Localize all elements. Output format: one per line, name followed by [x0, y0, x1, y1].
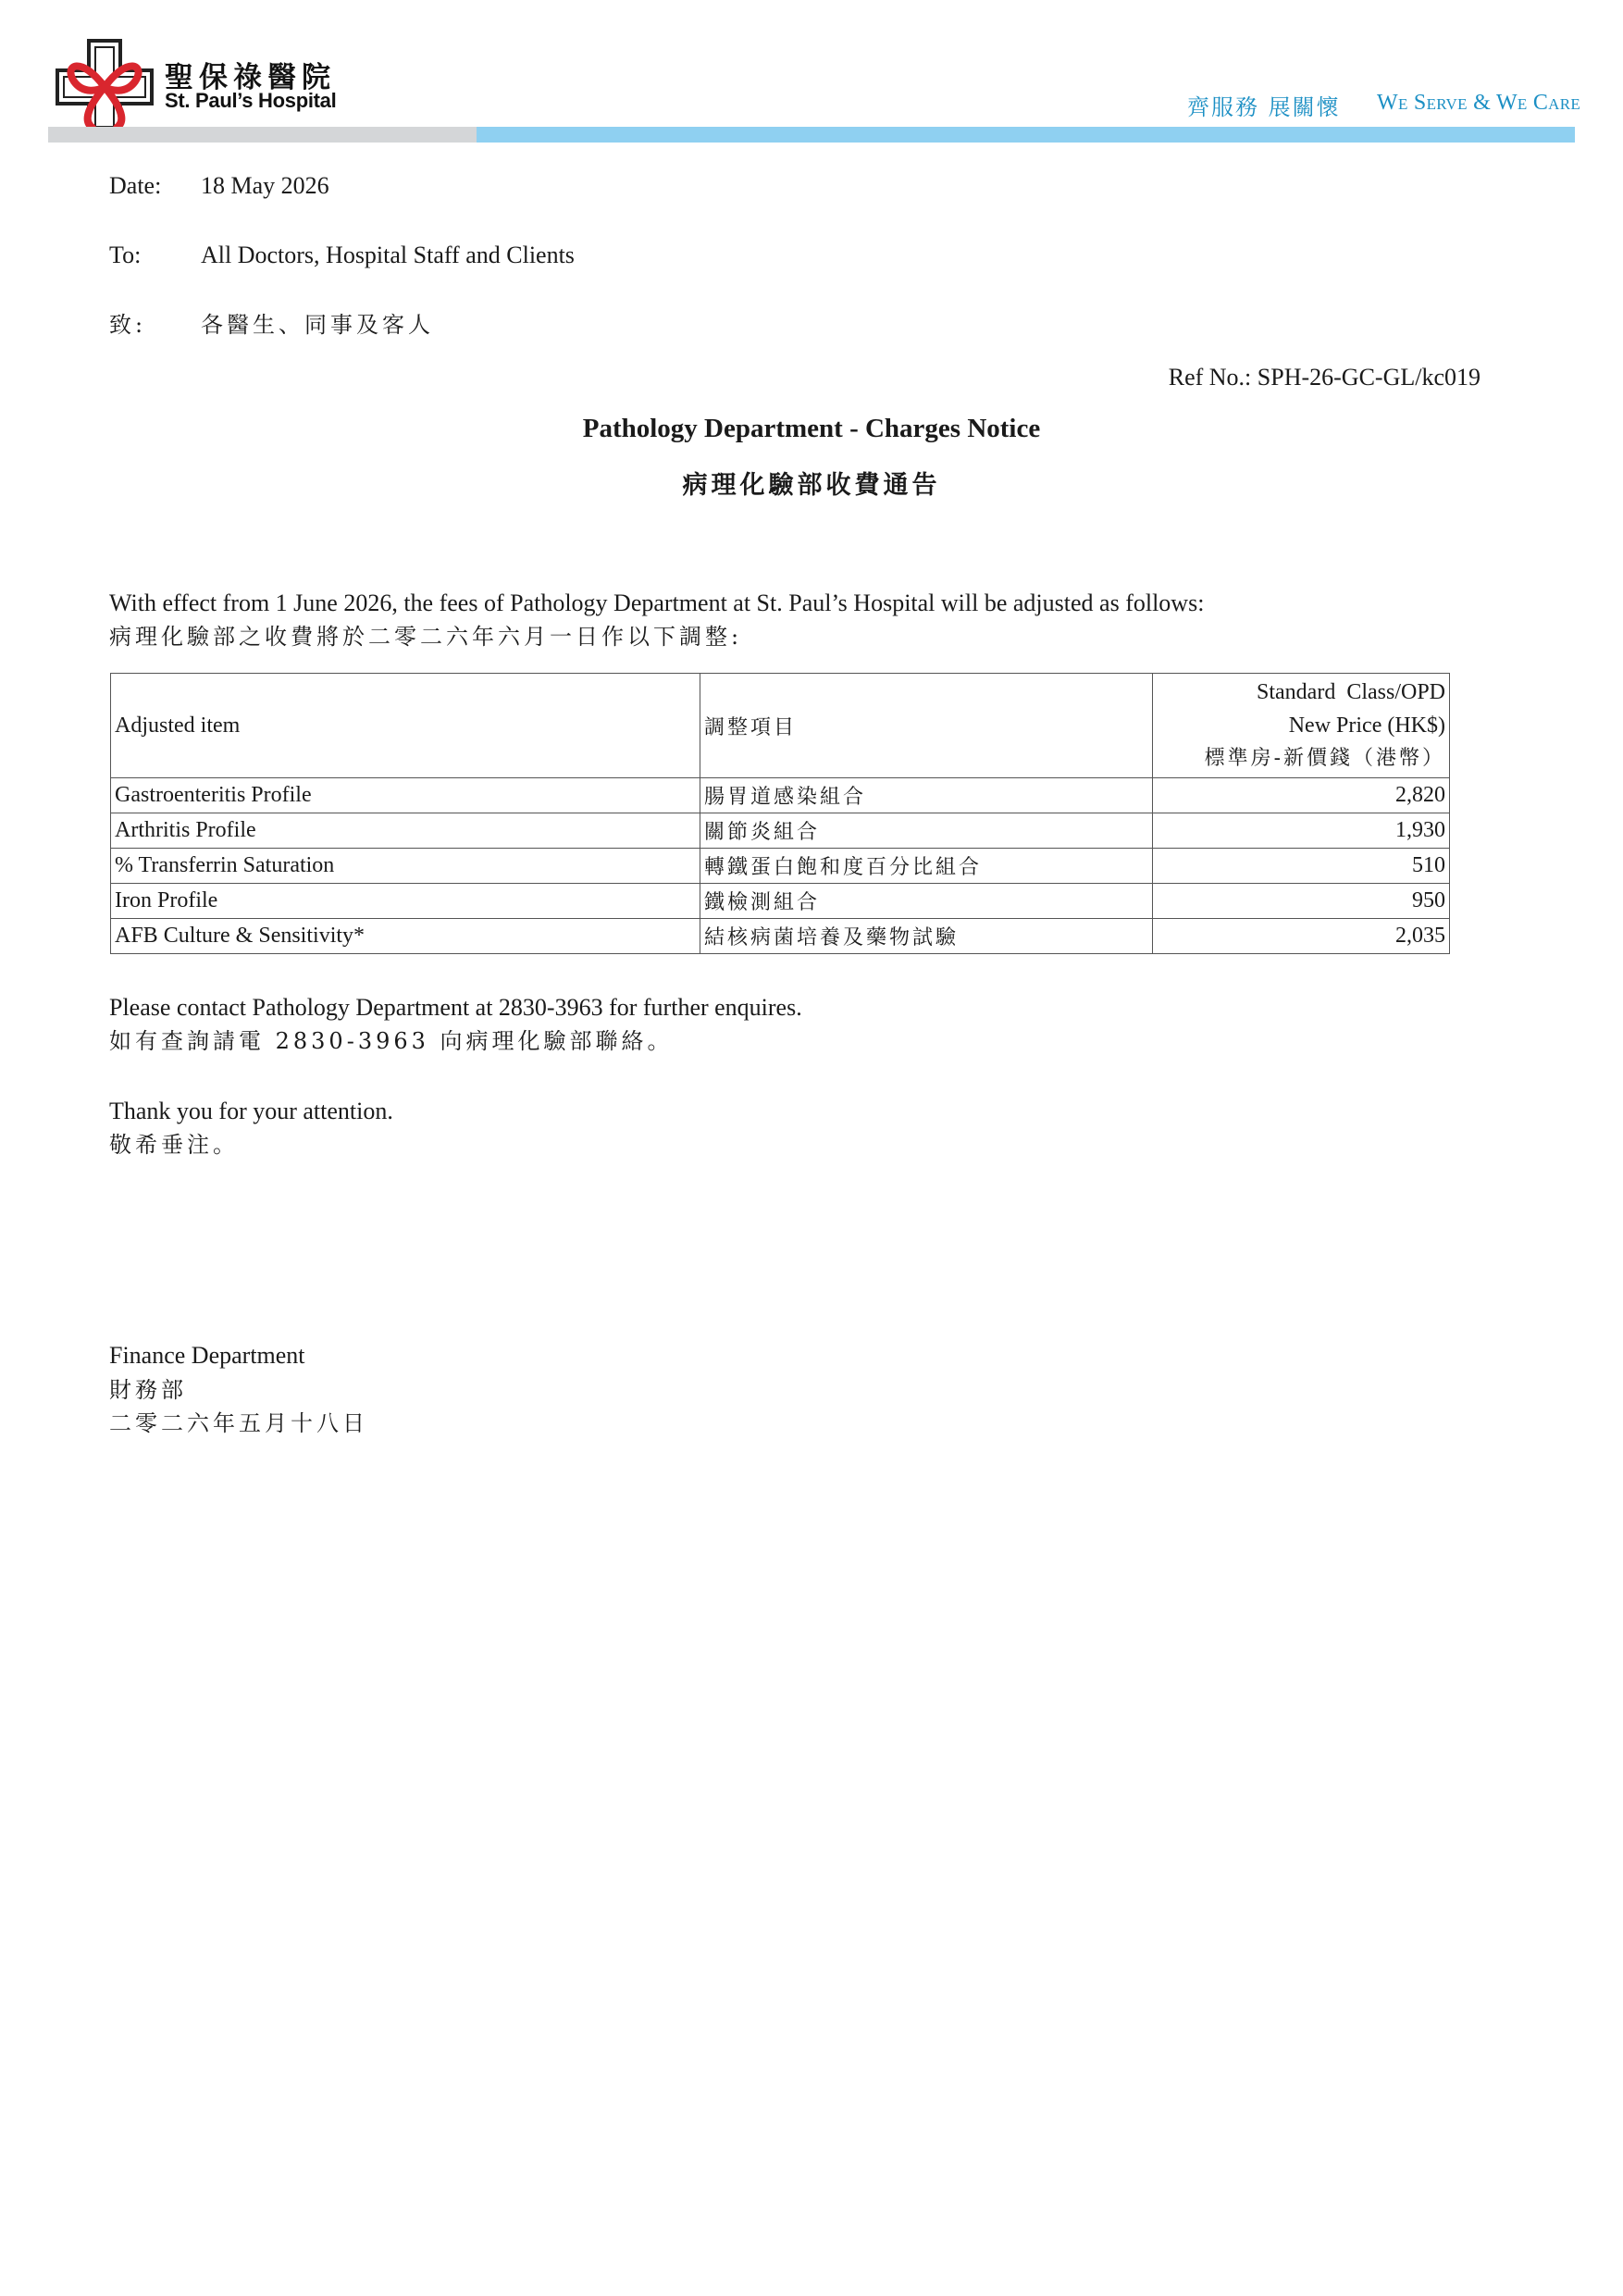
header-price — [1153, 674, 1450, 778]
row-item-cn: 腸胃道感染組合 — [700, 778, 1153, 813]
table-row — [111, 778, 1450, 813]
date-value: 18 May 2026 — [201, 172, 329, 199]
header-item-en: Adjusted item — [111, 674, 700, 778]
hospital-logo — [54, 37, 155, 137]
header-price-line3: 標準房-新價錢（港幣） — [1204, 747, 1445, 770]
intro-en: With effect from 1 June 2026, the fees of Pathology Department at St. Paul’s Hospital will be adjusted as follows: — [109, 590, 1205, 616]
table-row — [111, 884, 1450, 919]
notice-title-cn: 病理化驗部收費通告 — [682, 471, 941, 500]
fee-table — [110, 673, 1450, 954]
row-item-en: % Transferrin Saturation — [111, 849, 700, 884]
hospital-name-en: St. Paul’s Hospital — [165, 89, 337, 112]
header-bar-grey — [48, 127, 477, 143]
contact-en: Please contact Pathology Department at 2830-3963 for further enquires. — [109, 994, 802, 1021]
row-item-en: Gastroenteritis Profile — [111, 778, 700, 813]
contact-cn: 如有查詢請電 2830-3963 向病理化驗部聯絡。 — [109, 1028, 674, 1054]
header-bar-blue — [477, 127, 1575, 143]
row-item-cn: 結核病菌培養及藥物試驗 — [700, 919, 1153, 954]
slogan-en: We Serve & We Care — [1377, 91, 1581, 115]
to-label: To: — [109, 242, 142, 268]
hospital-name-cn: 聖保祿醫院 — [165, 61, 336, 94]
header-item-cn: 調整項目 — [700, 674, 1153, 778]
closing-cn: 敬希垂注。 — [109, 1132, 239, 1158]
row-item-cn: 轉鐵蛋白飽和度百分比組合 — [700, 849, 1153, 884]
row-item-en: Iron Profile — [111, 884, 700, 919]
signature-dept-en: Finance Department — [109, 1342, 305, 1369]
header-price-line2: New Price (HK$) — [1288, 714, 1445, 738]
table-row — [111, 849, 1450, 884]
row-item-cn: 關節炎組合 — [700, 813, 1153, 849]
slogan-cn: 齊服務 展關懷 — [1187, 94, 1341, 120]
row-price: 510 — [1153, 849, 1450, 884]
signature-date-cn: 二零二六年五月十八日 — [109, 1410, 368, 1436]
table-header-row — [111, 674, 1450, 778]
intro-cn: 病理化驗部之收費將於二零二六年六月一日作以下調整: — [109, 624, 743, 650]
closing-en: Thank you for your attention. — [109, 1098, 393, 1124]
notice-title-en: Pathology Department - Charges Notice — [582, 414, 1041, 443]
row-price: 2,035 — [1153, 919, 1450, 954]
table-row — [111, 919, 1450, 954]
to-cn-label: 致: — [109, 312, 147, 338]
date-label: Date: — [109, 172, 162, 199]
signature-dept-cn: 財務部 — [109, 1377, 187, 1403]
reference-number: Ref No.: SPH-26-GC-GL/kc019 — [1168, 364, 1481, 391]
header-price-line1: Standard Class/OPD — [1257, 680, 1445, 704]
row-price: 2,820 — [1153, 778, 1450, 813]
row-item-cn: 鐵檢測組合 — [700, 884, 1153, 919]
row-item-en: Arthritis Profile — [111, 813, 700, 849]
to-value: All Doctors, Hospital Staff and Clients — [201, 242, 575, 268]
row-price: 950 — [1153, 884, 1450, 919]
row-item-en: AFB Culture & Sensitivity* — [111, 919, 700, 954]
table-row — [111, 813, 1450, 849]
to-cn-value: 各醫生、同事及客人 — [201, 312, 434, 338]
row-price: 1,930 — [1153, 813, 1450, 849]
